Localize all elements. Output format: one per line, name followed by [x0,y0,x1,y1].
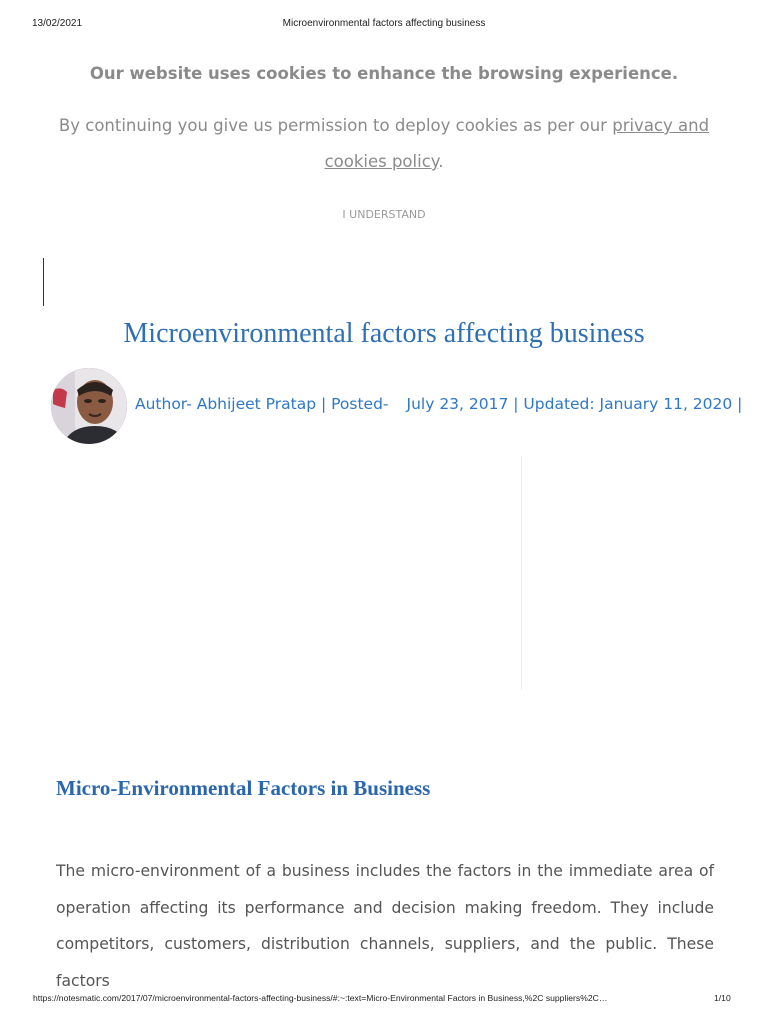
page-title: Microenvironmental factors affecting business [123,318,645,349]
print-header [0,18,768,32]
author-avatar [51,368,127,444]
print-date: 13/02/2021 [32,18,83,29]
print-page-number: 1/10 [714,993,731,1003]
privacy-policy-link[interactable]: privacy and cookies policy [324,116,710,171]
i-understand-button[interactable]: I UNDERSTAND [342,208,426,221]
text-cursor-bar [43,258,44,306]
cookie-text-before: By continuing you give us permission to deploy cookies as per our [58,116,613,135]
author-meta [135,395,743,413]
author-name[interactable]: Author- Abhijeet Pratap | Posted- [135,395,389,413]
print-footer [0,993,768,1007]
cookie-text-after: . [438,152,444,171]
section-heading: Micro-Environmental Factors in Business [56,776,431,800]
cookie-banner-text [54,108,714,180]
print-url: https://notesmatic.com/2017/07/microenvironmental-factors-affecting-business/#:~:text=Micro-Environmental Factors in Business,%2C suppliers%2C… [33,993,608,1003]
post-dates: July 23, 2017 | Updated: January 11, 2020 | [406,395,743,413]
avatar-photo-icon [51,368,127,444]
cookie-banner-heading: Our website uses cookies to enhance the browsing experience. [89,64,679,83]
ad-area-divider [521,456,522,690]
print-title: Microenvironmental factors affecting business [282,18,486,29]
article-paragraph: The micro-environment of a business includes the factors in the immediate area of operation affecting its performance and decision making freedom. They include competitors, customers, distribution channels, suppliers, and the public. These factors [56,862,714,990]
